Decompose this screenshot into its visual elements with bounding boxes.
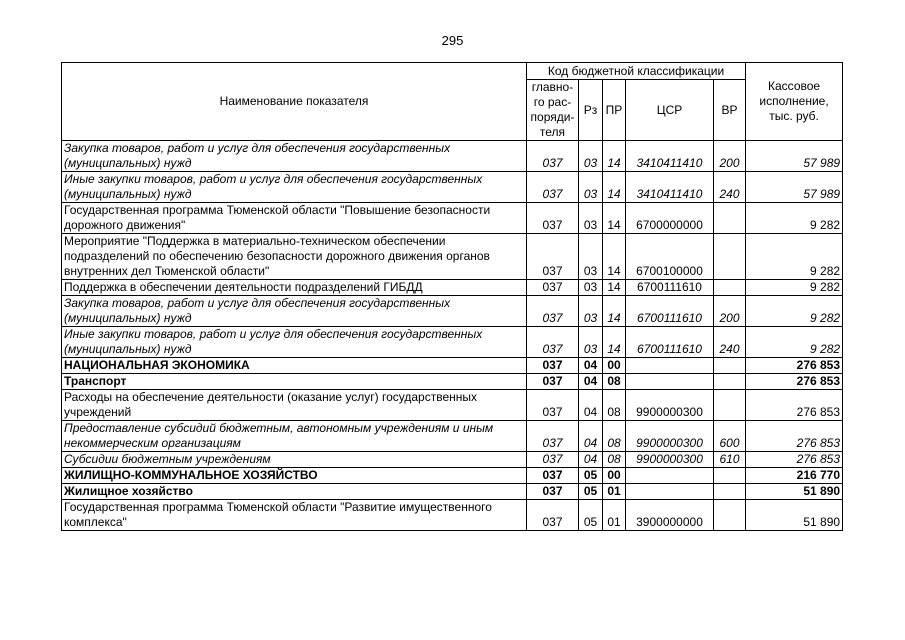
cell-name: Иные закупки товаров, работ и услуг для обеспечения государственных (муниципальных) нужд: [62, 172, 527, 203]
cell-csr: 6700111610: [626, 280, 714, 296]
cell-amount: 276 853: [746, 374, 843, 390]
cell-gr: 037: [527, 327, 579, 358]
cell-pr: 00: [603, 358, 626, 374]
cell-gr: 037: [527, 141, 579, 172]
cell-rz: 05: [579, 484, 603, 500]
cell-rz: 04: [579, 390, 603, 421]
cell-csr: 6700111610: [626, 296, 714, 327]
header-csr: ЦСР: [626, 80, 714, 141]
table-row: [62, 203, 843, 234]
cell-pr: 08: [603, 421, 626, 452]
cell-pr: 08: [603, 390, 626, 421]
header-amount: Кассовое исполнение, тыс. руб.: [746, 63, 843, 141]
cell-csr: 6700000000: [626, 203, 714, 234]
header-rz: Рз: [579, 80, 603, 141]
table-row: [62, 296, 843, 327]
cell-amount: 216 770: [746, 468, 843, 484]
cell-amount: 276 853: [746, 358, 843, 374]
cell-pr: 14: [603, 172, 626, 203]
cell-vr: [714, 358, 746, 374]
table-body: [62, 141, 843, 531]
cell-name: Закупка товаров, работ и услуг для обеспечения государственных (муниципальных) нужд: [62, 296, 527, 327]
cell-amount: 276 853: [746, 390, 843, 421]
cell-vr: 240: [714, 172, 746, 203]
table-row: [62, 141, 843, 172]
budget-table: [61, 62, 843, 531]
cell-pr: 14: [603, 141, 626, 172]
cell-rz: 05: [579, 500, 603, 531]
cell-vr: 200: [714, 296, 746, 327]
cell-amount: 51 890: [746, 484, 843, 500]
cell-csr: [626, 468, 714, 484]
cell-amount: 9 282: [746, 280, 843, 296]
table-row: [62, 421, 843, 452]
cell-amount: 57 989: [746, 141, 843, 172]
cell-vr: [714, 484, 746, 500]
table-row: [62, 327, 843, 358]
table-row: [62, 280, 843, 296]
header-code-group: Код бюджетной классификации: [527, 63, 746, 80]
page-number: 295: [441, 33, 464, 48]
cell-name: Расходы на обеспечение деятельности (оказание услуг) государственных учреждений: [62, 390, 527, 421]
cell-csr: 9900000300: [626, 452, 714, 468]
cell-rz: 04: [579, 421, 603, 452]
cell-csr: [626, 358, 714, 374]
cell-amount: 9 282: [746, 234, 843, 280]
cell-rz: 03: [579, 203, 603, 234]
cell-csr: 3410411410: [626, 141, 714, 172]
cell-pr: 14: [603, 203, 626, 234]
cell-vr: 200: [714, 141, 746, 172]
cell-pr: 14: [603, 280, 626, 296]
cell-name: Субсидии бюджетным учреждениям: [62, 452, 527, 468]
cell-vr: 240: [714, 327, 746, 358]
cell-name: Предоставление субсидий бюджетным, автономным учреждениям и иным некоммерческим организациям: [62, 421, 527, 452]
cell-pr: 01: [603, 500, 626, 531]
cell-pr: 08: [603, 452, 626, 468]
cell-pr: 00: [603, 468, 626, 484]
cell-vr: [714, 374, 746, 390]
cell-gr: 037: [527, 374, 579, 390]
cell-pr: 14: [603, 327, 626, 358]
table-row: [62, 358, 843, 374]
cell-csr: 6700100000: [626, 234, 714, 280]
cell-amount: 9 282: [746, 327, 843, 358]
table-header: [62, 63, 843, 141]
table-row: [62, 374, 843, 390]
table-row: [62, 468, 843, 484]
cell-rz: 04: [579, 452, 603, 468]
header-name: Наименование показателя: [62, 63, 527, 141]
cell-gr: 037: [527, 468, 579, 484]
cell-rz: 03: [579, 141, 603, 172]
table-row: [62, 452, 843, 468]
cell-amount: 276 853: [746, 452, 843, 468]
cell-gr: 037: [527, 500, 579, 531]
cell-vr: 610: [714, 452, 746, 468]
cell-name: Иные закупки товаров, работ и услуг для обеспечения государственных (муниципальных) нужд: [62, 327, 527, 358]
cell-amount: 9 282: [746, 203, 843, 234]
cell-rz: 05: [579, 468, 603, 484]
cell-name: ЖИЛИЩНО-КОММУНАЛЬНОЕ ХОЗЯЙСТВО: [62, 468, 527, 484]
cell-name: Закупка товаров, работ и услуг для обеспечения государственных (муниципальных) нужд: [62, 141, 527, 172]
cell-csr: 3900000000: [626, 500, 714, 531]
cell-rz: 03: [579, 280, 603, 296]
cell-amount: 57 989: [746, 172, 843, 203]
cell-rz: 03: [579, 296, 603, 327]
cell-gr: 037: [527, 484, 579, 500]
cell-pr: 08: [603, 374, 626, 390]
cell-rz: 04: [579, 374, 603, 390]
cell-amount: 9 282: [746, 296, 843, 327]
cell-name: НАЦИОНАЛЬНАЯ ЭКОНОМИКА: [62, 358, 527, 374]
cell-name: Поддержка в обеспечении деятельности подразделений ГИБДД: [62, 280, 527, 296]
cell-csr: [626, 484, 714, 500]
table-row: [62, 234, 843, 280]
cell-vr: [714, 234, 746, 280]
cell-rz: 03: [579, 327, 603, 358]
table-row: [62, 172, 843, 203]
cell-vr: [714, 390, 746, 421]
cell-vr: [714, 500, 746, 531]
header-pr: ПР: [603, 80, 626, 141]
table-row: [62, 500, 843, 531]
cell-vr: [714, 203, 746, 234]
cell-vr: 600: [714, 421, 746, 452]
cell-pr: 14: [603, 234, 626, 280]
cell-gr: 037: [527, 296, 579, 327]
cell-pr: 01: [603, 484, 626, 500]
cell-amount: 51 890: [746, 500, 843, 531]
cell-rz: 04: [579, 358, 603, 374]
cell-csr: 9900000300: [626, 390, 714, 421]
cell-vr: [714, 468, 746, 484]
cell-csr: 6700111610: [626, 327, 714, 358]
cell-name: Жилищное хозяйство: [62, 484, 527, 500]
cell-csr: 3410411410: [626, 172, 714, 203]
cell-gr: 037: [527, 203, 579, 234]
cell-vr: [714, 280, 746, 296]
cell-name: Транспорт: [62, 374, 527, 390]
table-row: [62, 484, 843, 500]
cell-gr: 037: [527, 452, 579, 468]
cell-gr: 037: [527, 172, 579, 203]
cell-gr: 037: [527, 358, 579, 374]
header-vr: ВР: [714, 80, 746, 141]
cell-gr: 037: [527, 390, 579, 421]
cell-gr: 037: [527, 421, 579, 452]
cell-pr: 14: [603, 296, 626, 327]
cell-amount: 276 853: [746, 421, 843, 452]
cell-csr: [626, 374, 714, 390]
table-row: [62, 390, 843, 421]
cell-name: Государственная программа Тюменской области "Развитие имущественного комплекса": [62, 500, 527, 531]
cell-rz: 03: [579, 234, 603, 280]
cell-name: Государственная программа Тюменской области "Повышение безопасности дорожного движения": [62, 203, 527, 234]
header-gr: главно- го рас- поряди- теля: [527, 80, 579, 141]
cell-name: Мероприятие "Поддержка в материально-техническом обеспечении подразделений по обеспечению безопасности дорожного движения органов внутренних дел Тюменской области": [62, 234, 527, 280]
cell-csr: 9900000300: [626, 421, 714, 452]
cell-gr: 037: [527, 280, 579, 296]
cell-gr: 037: [527, 234, 579, 280]
cell-rz: 03: [579, 172, 603, 203]
